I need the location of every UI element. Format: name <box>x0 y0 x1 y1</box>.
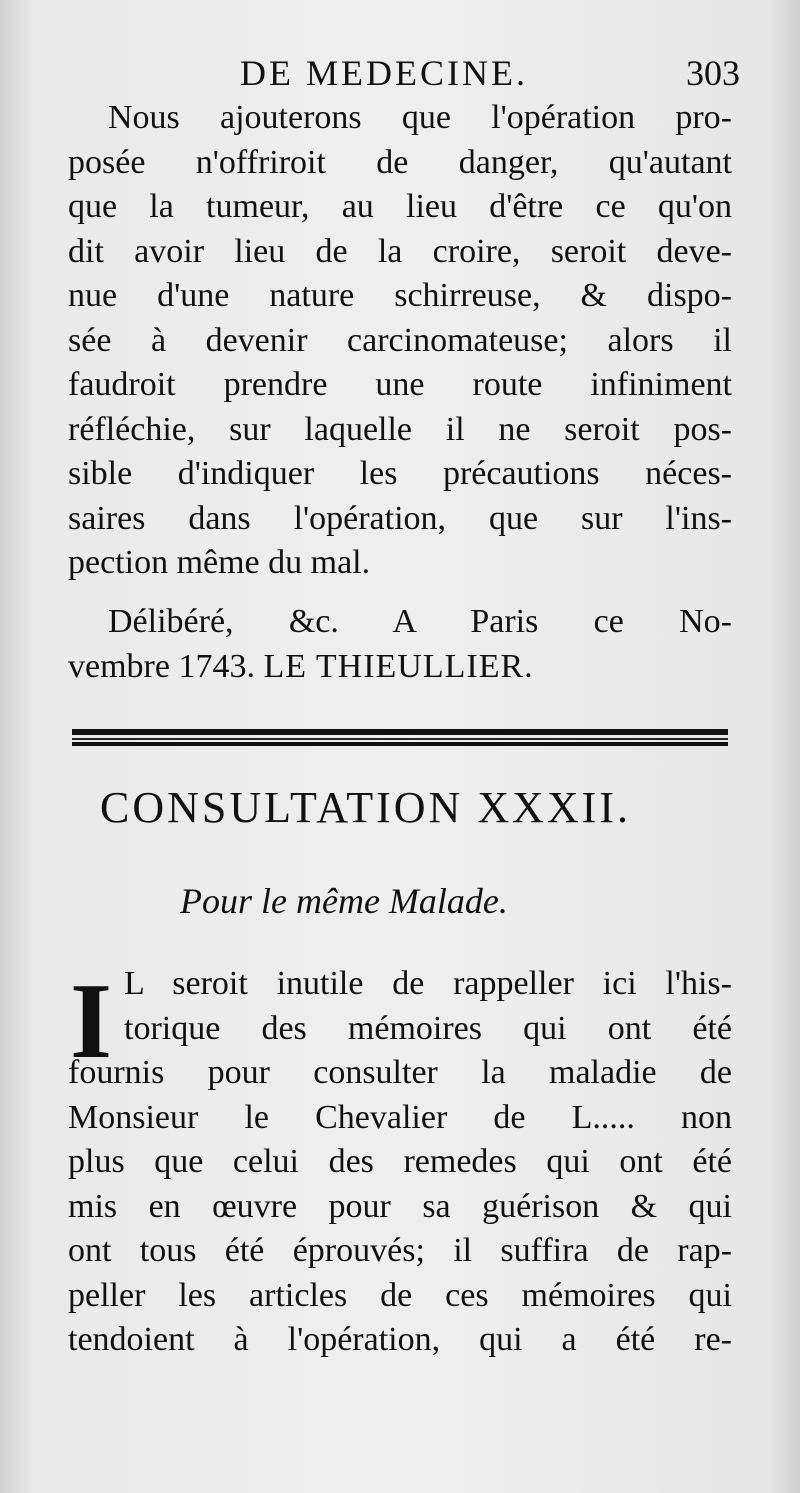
rule-thick <box>72 729 728 735</box>
rule-thin <box>72 738 728 740</box>
running-head-title: DE MEDECINE. <box>240 53 528 93</box>
text-line: peller les articles de ces mémoires qui <box>68 1276 732 1314</box>
consultation-subheading: Pour le même Malade. <box>180 881 508 921</box>
text-line: que la tumeur, au lieu d'être ce qu'on <box>68 188 732 225</box>
text-line: sible d'indiquer les précautions néces- <box>68 455 732 492</box>
text-line: réfléchie, sur laquelle il ne seroit pos- <box>68 410 732 448</box>
text-line: Monsieur le Chevalier de L..... non <box>68 1098 732 1136</box>
text-line: posée n'offriroit de danger, qu'autant <box>68 143 732 181</box>
rule-thick-lower <box>72 742 728 746</box>
running-head <box>60 52 740 96</box>
text-line: tendoient à l'opération, qui a été re- <box>68 1321 732 1358</box>
dated-closing <box>68 600 732 689</box>
text-line: saires dans l'opération, que sur l'ins- <box>68 499 732 537</box>
date-line: Délibéré, &c. A Paris ce No- <box>108 603 732 640</box>
text-line: nue d'une nature schirreuse, & dispo- <box>68 277 732 314</box>
text-line: Nous ajouterons que l'opération pro- <box>108 99 732 136</box>
section-divider-rule <box>72 729 728 747</box>
consultation-heading: CONSULTATION XXXII. <box>100 783 631 832</box>
text-line: sée à devenir carcinomateuse; alors il <box>68 321 732 359</box>
text-line: faudroit prendre une route infiniment <box>68 366 732 403</box>
drop-cap: I <box>70 962 113 1081</box>
text-line: ont tous été éprouvés; il suffira de rap- <box>68 1232 732 1269</box>
text-line: fournis pour consulter la maladie de <box>68 1054 732 1091</box>
date-text: vembre 1743. <box>68 647 255 685</box>
text-line: pection même du mal. <box>68 544 371 581</box>
signature: LE THIEULLIER. <box>263 647 534 685</box>
text-line: torique des mémoires qui ont été <box>124 1009 732 1047</box>
paragraph-1 <box>68 96 732 586</box>
signature-line <box>68 645 732 690</box>
text-line: mis en œuvre pour sa guérison & qui <box>68 1187 732 1225</box>
text-line: L seroit inutile de rappeller ici l'his- <box>124 965 732 1002</box>
page-number: 303 <box>686 53 740 93</box>
text-line: plus que celui des remedes qui ont été <box>68 1143 732 1180</box>
text-line: dit avoir lieu de la croire, seroit deve- <box>68 232 732 270</box>
paragraph-2 <box>68 962 732 1363</box>
